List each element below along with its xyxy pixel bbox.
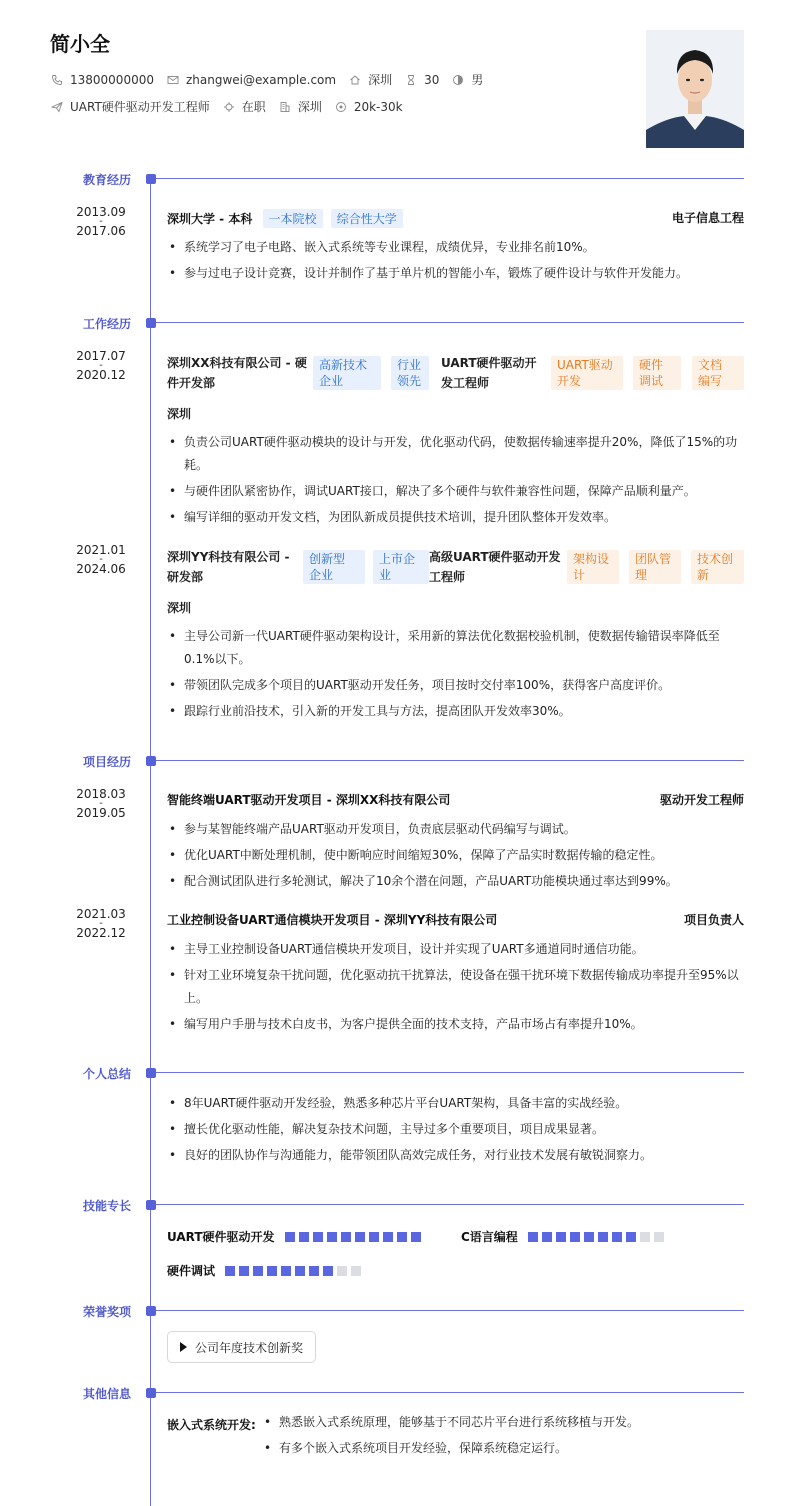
building-icon xyxy=(278,100,292,114)
skill-level-block xyxy=(570,1232,580,1242)
tag-badge: 团队管 理 xyxy=(629,550,681,584)
tag-badge: UART驱动 开发 xyxy=(551,356,623,390)
contact-row xyxy=(50,71,495,88)
city-text: 深圳 xyxy=(368,73,393,87)
work-header xyxy=(167,353,744,393)
city-item xyxy=(348,71,392,88)
education-header xyxy=(167,209,744,228)
education-date: 2013.09 - 2017.06 xyxy=(76,205,126,238)
skill-level-block xyxy=(383,1232,393,1242)
play-icon xyxy=(180,1342,187,1352)
skill-level-block xyxy=(612,1232,622,1242)
section-marker xyxy=(146,174,156,184)
skill-level-block xyxy=(267,1266,277,1276)
list-item: • 编写用户手册与技术白皮书，为客户提供全面的技术支持，产品市场占有率提升10%。 xyxy=(167,1013,744,1036)
skill-level-block xyxy=(369,1232,379,1242)
job-intent-row xyxy=(50,98,415,115)
phone-text: 13800000000 xyxy=(70,72,154,87)
project-bullets xyxy=(167,938,744,1039)
status-text: 在职 xyxy=(241,100,266,114)
skill-level-bar xyxy=(225,1266,365,1276)
email-item xyxy=(166,73,336,87)
project-header xyxy=(167,911,744,928)
list-item: • 参与过电子设计竞赛，设计并制作了基于单片机的智能小车，锻炼了硬件设计与软件开发能力。 xyxy=(167,262,744,285)
section-divider xyxy=(156,178,744,179)
job-title: UART硬件驱动开 发工程师 xyxy=(441,356,537,390)
skill-item xyxy=(461,1228,668,1245)
major-name: 电子信息工程 xyxy=(671,211,744,225)
skill-level-block xyxy=(337,1266,347,1276)
award-item[interactable] xyxy=(167,1331,316,1363)
section-marker xyxy=(146,1306,156,1316)
education-bullets xyxy=(167,236,744,288)
project-name: 工业控制设备UART通信模块开发项目 - 深圳YY科技有限公司 xyxy=(167,913,498,927)
work-bullets xyxy=(167,431,744,532)
work-date: 2017.07 - 2020.12 xyxy=(76,349,126,382)
section-divider xyxy=(156,1204,744,1205)
list-item: • 8年UART硬件驱动开发经验，熟悉多种芯片平台UART架构，具备丰富的实战经验。 xyxy=(167,1092,744,1115)
section-divider xyxy=(156,1392,744,1393)
list-item: • 擅长优化驱动性能，解决复杂技术问题，主导过多个重要项目，项目成果显著。 xyxy=(167,1118,744,1141)
skill-level-block xyxy=(295,1266,305,1276)
section-title-other: 其他信息 xyxy=(82,1387,131,1401)
status-item xyxy=(222,98,266,115)
skill-level-block xyxy=(285,1232,295,1242)
skill-level-block xyxy=(309,1266,319,1276)
profile-photo xyxy=(646,30,744,148)
work-header xyxy=(167,547,744,587)
work-date: 2021.01 - 2024.06 xyxy=(76,543,126,576)
tag-badge: 技术创 新 xyxy=(691,550,744,584)
list-item: • 系统学习了电子电路、嵌入式系统等专业课程，成绩优异，专业排名前10%。 xyxy=(167,236,744,259)
skill-level-bar xyxy=(528,1232,668,1242)
skill-level-block xyxy=(542,1232,552,1242)
target-icon xyxy=(334,100,348,114)
tag-badge: 一本院校 xyxy=(263,209,323,228)
resume-header xyxy=(50,28,744,153)
company-name: 深圳YY科技有限公司 - 研发部 xyxy=(167,550,290,584)
list-item: • 负责公司UART硬件驱动模块的设计与开发，优化驱动代码，使数据传输速率提升20%，降低了15%的功耗。 xyxy=(167,431,744,477)
phone-icon xyxy=(50,73,64,87)
list-item: • 主导公司新一代UART硬件驱动架构设计，采用新的算法优化数据校验机制，使数据传输错误率降低至0.1%以下。 xyxy=(167,625,744,671)
list-item: • 有多个嵌入式系统项目开发经验，保障系统稳定运行。 xyxy=(262,1437,744,1460)
list-item: • 参与某智能终端产品UART驱动开发项目，负责底层驱动代码编写与调试。 xyxy=(167,818,744,841)
skill-level-block xyxy=(584,1232,594,1242)
mail-icon xyxy=(166,73,180,87)
section-marker xyxy=(146,318,156,328)
phone-item xyxy=(50,73,154,87)
project-date: 2018.03 - 2019.05 xyxy=(76,787,126,820)
company-name: 深圳XX科技有限公司 - 硬 件开发部 xyxy=(167,356,307,390)
work-city: 深圳 xyxy=(167,601,192,615)
section-divider xyxy=(156,760,744,761)
gender-item xyxy=(451,71,483,88)
section-title-summary: 个人总结 xyxy=(82,1067,131,1081)
candidate-name: 简小全 xyxy=(50,32,110,56)
skill-level-block xyxy=(654,1232,664,1242)
award-name: 公司年度技术创新奖 xyxy=(195,1340,304,1355)
status-icon xyxy=(222,100,236,114)
section-divider xyxy=(156,1310,744,1311)
section-title-work: 工作经历 xyxy=(82,317,131,331)
list-item: • 配合测试团队进行多轮测试，解决了10余个潜在问题，产品UART功能模块通过率达到99%。 xyxy=(167,870,744,893)
hourglass-icon xyxy=(404,73,418,87)
skill-level-block xyxy=(640,1232,650,1242)
section-marker xyxy=(146,1388,156,1398)
gender-icon xyxy=(451,73,465,87)
salary-item xyxy=(334,100,403,114)
target-city-text: 深圳 xyxy=(297,100,322,114)
list-item: • 编写详细的驱动开发文档，为团队新成员提供技术培训，提升团队整体开发效率。 xyxy=(167,506,744,529)
email-text: zhangwei@example.com xyxy=(185,72,337,87)
skill-level-block xyxy=(626,1232,636,1242)
skill-level-block xyxy=(341,1232,351,1242)
project-name: 智能终端UART驱动开发项目 - 深圳XX科技有限公司 xyxy=(167,793,451,807)
list-item: • 良好的团队协作与沟通能力，能带领团队高效完成任务，对行业技术发展有敏锐洞察力。 xyxy=(167,1144,744,1167)
age-text: 30 xyxy=(424,72,440,87)
home-icon xyxy=(348,73,362,87)
skill-level-block xyxy=(598,1232,608,1242)
skill-level-block xyxy=(313,1232,323,1242)
job-target-item xyxy=(50,98,210,115)
skill-item xyxy=(167,1228,425,1245)
summary-bullets xyxy=(167,1092,744,1170)
project-role: 驱动开发工程师 xyxy=(659,793,744,807)
skill-level-block xyxy=(397,1232,407,1242)
skill-level-bar xyxy=(285,1232,425,1242)
target-city-item xyxy=(278,98,322,115)
skill-level-block xyxy=(556,1232,566,1242)
other-bullets xyxy=(262,1411,744,1463)
list-item: • 优化UART中断处理机制，使中断响应时间缩短30%，保障了产品实时数据传输的稳定性。 xyxy=(167,844,744,867)
skill-level-block xyxy=(411,1232,421,1242)
skill-level-block xyxy=(225,1266,235,1276)
section-marker xyxy=(146,1068,156,1078)
tag-badge: 文档 编写 xyxy=(692,356,744,390)
list-item: • 针对工业环境复杂干扰问题，优化驱动抗干扰算法，使设备在强干扰环境下数据传输成功率提升至95%以上。 xyxy=(167,964,744,1010)
project-role: 项目负责人 xyxy=(683,913,744,927)
other-label: 嵌入式系统开发: xyxy=(167,1418,256,1432)
section-title-skills: 技能专长 xyxy=(82,1199,131,1213)
skill-level-block xyxy=(253,1266,263,1276)
skill-name: UART硬件驱动开发 xyxy=(167,1230,275,1244)
project-header xyxy=(167,791,744,808)
gender-text: 男 xyxy=(471,73,484,87)
age-item xyxy=(404,73,439,87)
send-icon xyxy=(50,100,64,114)
skill-level-block xyxy=(281,1266,291,1276)
section-title-honors: 荣誉奖项 xyxy=(82,1305,131,1319)
tag-badge: 行业 领先 xyxy=(391,356,429,390)
skill-level-block xyxy=(355,1232,365,1242)
list-item: • 跟踪行业前沿技术，引入新的开发工具与方法，提高团队开发效率30%。 xyxy=(167,700,744,723)
work-city: 深圳 xyxy=(167,407,192,421)
salary-text: 20k-30k xyxy=(353,99,403,114)
work-bullets xyxy=(167,625,744,726)
school-name: 深圳大学 - 本科 xyxy=(167,212,253,226)
section-divider xyxy=(156,1072,744,1073)
section-title-education: 教育经历 xyxy=(82,173,131,187)
tag-badge: 架构设 计 xyxy=(567,550,619,584)
skill-level-block xyxy=(327,1232,337,1242)
skill-level-block xyxy=(323,1266,333,1276)
list-item: • 熟悉嵌入式系统原理，能够基于不同芯片平台进行系统移植与开发。 xyxy=(262,1411,744,1434)
job-title: 高级UART硬件驱动开发 工程师 xyxy=(429,550,561,584)
skill-level-block xyxy=(351,1266,361,1276)
tag-badge: 硬件 调试 xyxy=(633,356,681,390)
tag-badge: 综合性大学 xyxy=(331,209,403,228)
skill-level-block xyxy=(299,1232,309,1242)
project-date: 2021.03 - 2022.12 xyxy=(76,907,126,940)
job-target-text: UART硬件驱动开发工程师 xyxy=(70,100,210,114)
section-divider xyxy=(156,322,744,323)
skill-name: C语言编程 xyxy=(461,1230,518,1244)
list-item: • 主导工业控制设备UART通信模块开发项目，设计并实现了UART多通道同时通信功能。 xyxy=(167,938,744,961)
skill-level-block xyxy=(528,1232,538,1242)
tag-badge: 上市企 业 xyxy=(373,550,429,584)
skill-level-block xyxy=(239,1266,249,1276)
list-item: • 与硬件团队紧密协作，调试UART接口，解决了多个硬件与软件兼容性问题，保障产品顺利量产。 xyxy=(167,480,744,503)
section-marker xyxy=(146,756,156,766)
skill-name: 硬件调试 xyxy=(167,1264,216,1278)
skill-item xyxy=(167,1262,365,1279)
project-bullets xyxy=(167,818,744,896)
section-marker xyxy=(146,1200,156,1210)
tag-badge: 高新技术 企业 xyxy=(313,356,381,390)
list-item: • 带领团队完成多个项目的UART驱动开发任务，项目按时交付率100%，获得客户高度评价。 xyxy=(167,674,744,697)
tag-badge: 创新型 企业 xyxy=(303,550,365,584)
section-title-projects: 项目经历 xyxy=(82,755,131,769)
